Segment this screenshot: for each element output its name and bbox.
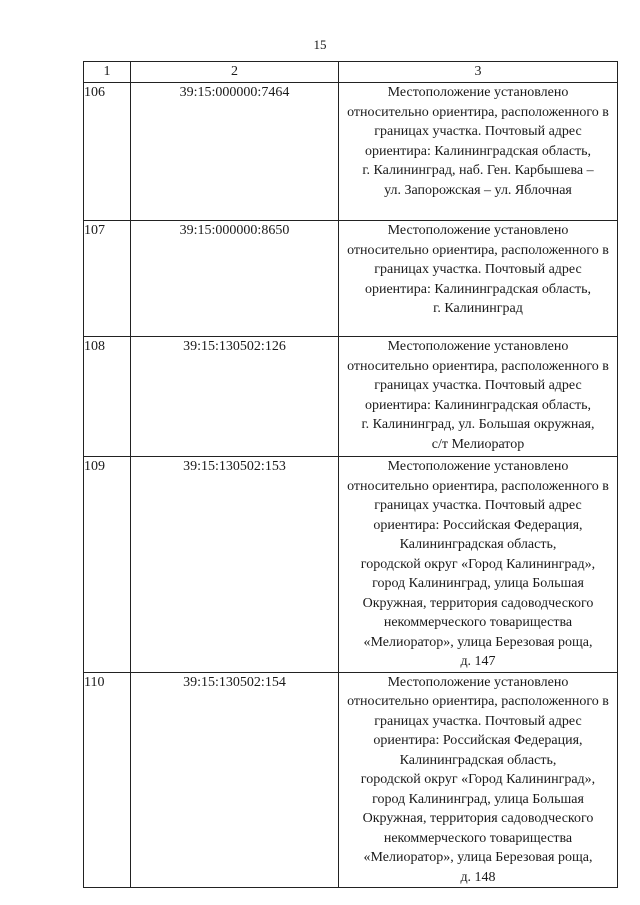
description-line: Местоположение установлено xyxy=(387,459,569,474)
row-number: 108 xyxy=(84,337,131,457)
description-line: Калининградская область, xyxy=(399,537,557,552)
description-line: д. 148 xyxy=(460,869,496,885)
description-line: некоммерческого товарищества xyxy=(383,615,573,630)
description-line: относительно ориентира, расположенного в xyxy=(347,694,609,709)
description-line: ориентира: Российская Федерация, xyxy=(373,733,583,748)
description-line: город Калининград, улица Большая xyxy=(372,576,584,591)
land-plot-table xyxy=(83,61,618,888)
column-header-number: 1 xyxy=(84,62,131,83)
table-row xyxy=(84,672,618,888)
page-number: 15 xyxy=(313,37,327,52)
location-description xyxy=(339,337,618,457)
table-row xyxy=(84,337,618,457)
table-row xyxy=(84,221,618,337)
cadastral-number: 39:15:130502:154 xyxy=(131,672,339,888)
description-line: «Мелиоратор», улица Березовая роща, xyxy=(363,850,593,865)
cadastral-number: 39:15:130502:126 xyxy=(131,337,339,457)
description-line: ориентира: Калининградская область, xyxy=(364,143,592,159)
description-line: относительно ориентира, расположенного в xyxy=(347,104,609,120)
description-line: границах участка. Почтовый адрес xyxy=(374,713,582,729)
description-line: Окружная, территория садоводческого xyxy=(362,811,594,826)
description-line: Местоположение установлено xyxy=(387,674,569,690)
description-line: некоммерческого товарищества xyxy=(383,830,573,846)
description-line: д. 147 xyxy=(460,654,496,669)
row-number: 110 xyxy=(84,672,131,888)
description-line: ориентира: Калининградская область, xyxy=(364,281,592,297)
description-line: городской округ «Город Калининград», xyxy=(360,556,596,572)
description-line: Местоположение установлено xyxy=(387,223,569,238)
description-line: город Калининград, улица Большая xyxy=(372,791,584,807)
description-line: относительно ориентира, расположенного в xyxy=(347,478,609,494)
description-line: границах участка. Почтовый адрес xyxy=(374,262,582,277)
description-line: г. Калининград, ул. Большая окружная, xyxy=(361,417,595,432)
description-line: г. Калининград xyxy=(433,301,523,316)
description-line: ул. Запорожская – ул. Яблочная xyxy=(384,182,572,198)
description-line: с/т Мелиоратор xyxy=(431,436,525,452)
description-line: Местоположение установлено xyxy=(387,339,569,354)
column-header-cadastral: 2 xyxy=(131,62,339,83)
location-description xyxy=(339,457,618,673)
table-header-row xyxy=(84,62,618,83)
description-line: ориентира: Российская Федерация, xyxy=(373,517,583,533)
table-row xyxy=(84,457,618,673)
description-line: относительно ориентира, расположенного в xyxy=(347,358,609,374)
location-description xyxy=(339,83,618,221)
cadastral-number: 39:15:000000:8650 xyxy=(131,221,339,337)
description-line: Местоположение установлено xyxy=(387,85,569,100)
description-line: Окружная, территория садоводческого xyxy=(362,595,594,611)
location-description xyxy=(339,221,618,337)
column-header-location: 3 xyxy=(339,62,618,83)
description-line: «Мелиоратор», улица Березовая роща, xyxy=(363,634,593,650)
row-number: 106 xyxy=(84,83,131,221)
table-row xyxy=(84,83,618,221)
row-number: 109 xyxy=(84,457,131,673)
location-description xyxy=(339,672,618,888)
description-line: ориентира: Калининградская область, xyxy=(364,397,592,413)
description-line: границах участка. Почтовый адрес xyxy=(374,378,582,393)
cadastral-number: 39:15:000000:7464 xyxy=(131,83,339,221)
row-number: 107 xyxy=(84,221,131,337)
description-line: Калининградская область, xyxy=(399,752,557,768)
description-line: городской округ «Город Калининград», xyxy=(360,772,596,787)
description-line: границах участка. Почтовый адрес xyxy=(374,124,582,139)
description-line: г. Калининград, наб. Ген. Карбышева – xyxy=(362,163,594,178)
cadastral-number: 39:15:130502:153 xyxy=(131,457,339,673)
description-line: относительно ориентира, расположенного в xyxy=(347,242,609,258)
description-line: границах участка. Почтовый адрес xyxy=(374,498,582,513)
